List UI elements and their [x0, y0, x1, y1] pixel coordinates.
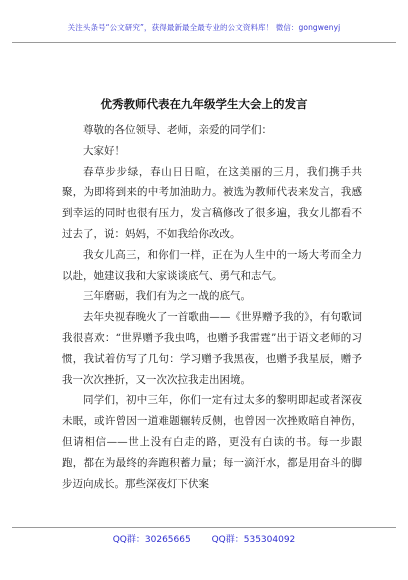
footer-qq-group-1: QQ群：30265665 [112, 535, 191, 545]
body-paragraph: 春草步步绿，春山日日暄，在这美丽的三月，我们携手共聚，为即将到来的中考加油助力。被选为教师代表来发言，我感到幸运的同时也很有压力，发言稿修改了很多遍，我女儿都看不过去了，说：妈妈，不如我给你改改。 [62, 165, 362, 240]
header-banner: 关注头条号“公文研究”，获得最新最全最专业的公文资料库！ 微信：gongwenyj [67, 23, 341, 32]
document-body [62, 120, 362, 494]
greeting: 大家好！ [83, 144, 125, 157]
section-heading: 三年磨砺，我们有为之一战的底气。 [83, 290, 251, 303]
salutation: 尊敬的各位领导、老师，亲爱的同学们： [83, 124, 272, 136]
footer-qq-group-2: QQ群：535304092 [211, 535, 296, 545]
body-paragraph: 我女儿高三，和你们一样，正在为人生中的一场大考而全力以赴，她建议我和大家谈谈底气、勇气和志气。 [62, 248, 362, 282]
footer [0, 532, 408, 545]
document-title: 优秀教师代表在九年级学生大会上的发言 [100, 97, 308, 111]
body-paragraph: 去年央视春晚火了一首歌曲——《世界赠予我的》，有句歌词我很喜欢：“世界赠予我虫鸣，也赠予我雷霆”出于语文老师的习惯，我试着仿写了几句：学习赠予我黑夜，也赠予我星辰，赠予我一次次挫折，又一次次拉我走出困境。 [62, 311, 362, 386]
body-paragraph: 同学们，初中三年，你们一定有过太多的黎明即起或者深夜未眠，或许曾因一道难题辗转反侧，也曾因一次挫败暗自神伤，但请相信——世上没有白走的路，更没有白读的书。每一步跟跑，都在为最终的奔跑积蓄力量；每一滴汗水，都是用奋斗的脚步迈向成长。那些深夜灯下伏案 [62, 394, 362, 490]
header-divider [12, 42, 396, 43]
footer-divider [12, 527, 396, 528]
